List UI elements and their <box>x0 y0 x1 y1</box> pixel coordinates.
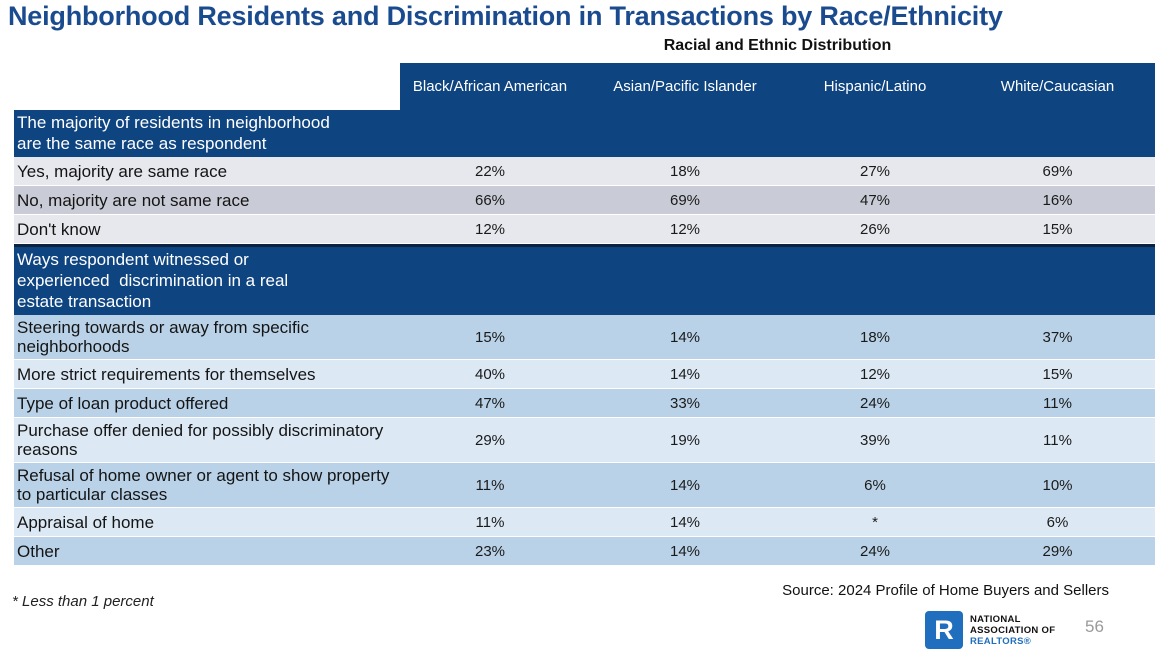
cell-value: 18% <box>669 162 701 180</box>
cell-value: 12% <box>669 220 701 238</box>
cell-value: 69% <box>1042 162 1073 180</box>
table-row <box>14 186 1155 215</box>
cell-value: 26% <box>859 220 891 238</box>
column-header: Hispanic/Latino <box>790 63 960 110</box>
cell-value: 14% <box>669 476 701 494</box>
cell-value: 6% <box>864 476 886 494</box>
cell-value: 24% <box>859 542 891 560</box>
cell-value: 14% <box>669 542 701 560</box>
nar-logo-line1: NATIONAL <box>970 613 1021 625</box>
cell-value: 11% <box>475 513 505 531</box>
cell-value: 33% <box>669 394 701 412</box>
cell-value: 15% <box>474 328 506 346</box>
row-label: Other <box>17 541 60 561</box>
cell-value: 11% <box>475 476 505 494</box>
row-label: Refusal of home owner or agent to show property to particular classes <box>17 466 390 504</box>
cell-value: 66% <box>474 191 506 209</box>
nar-logo <box>925 611 1055 649</box>
page-title: Neighborhood Residents and Discrimination in Transactions by Race/Ethnicity <box>8 1 1003 31</box>
nar-logo-text <box>970 614 1055 647</box>
cell-value: 11% <box>1043 431 1072 449</box>
cell-value: 15% <box>1042 365 1073 383</box>
cell-value: 14% <box>669 365 701 383</box>
table-row <box>14 360 1155 389</box>
column-header: Asian/Pacific Islander <box>580 63 790 110</box>
table-row <box>14 463 1155 508</box>
column-header-row <box>14 63 1155 110</box>
cell-value: 14% <box>669 328 701 346</box>
table-row <box>14 157 1155 186</box>
cell-value: 15% <box>1042 220 1073 238</box>
cell-value: 29% <box>1042 542 1073 560</box>
page-number: 56 <box>1085 617 1104 636</box>
row-label: More strict requirements for themselves <box>17 364 316 384</box>
footnote: * Less than 1 percent <box>12 593 154 610</box>
source-text: Source: 2024 Profile of Home Buyers and Sellers <box>782 582 1109 599</box>
row-label: Type of loan product offered <box>17 393 229 413</box>
cell-value: 69% <box>669 191 701 209</box>
nar-logo-icon: R <box>925 611 963 649</box>
cell-value: 24% <box>859 394 891 412</box>
cell-value: 39% <box>859 431 891 449</box>
cell-value: 19% <box>669 431 701 449</box>
cell-value: 29% <box>474 431 506 449</box>
cell-value: 40% <box>474 365 506 383</box>
row-label: No, majority are not same race <box>17 190 250 210</box>
cell-value: 12% <box>474 220 506 238</box>
cell-value: 16% <box>1042 191 1073 209</box>
table-row <box>14 418 1155 463</box>
column-header: White/Caucasian <box>960 63 1155 110</box>
cell-value: 47% <box>859 191 891 209</box>
nar-logo-line2: ASSOCIATION OF <box>970 624 1056 636</box>
cell-value: 47% <box>474 394 506 412</box>
table-body <box>14 110 1155 566</box>
cell-value: 12% <box>859 365 891 383</box>
row-label: Purchase offer denied for possibly discriminatory reasons <box>17 421 384 459</box>
cell-value: * <box>872 513 878 531</box>
cell-value: 10% <box>1042 476 1073 494</box>
column-header: Black/African American <box>400 63 580 110</box>
table-row <box>14 508 1155 537</box>
nar-logo-line3: REALTORS® <box>970 635 1032 647</box>
cell-value: 14% <box>669 513 701 531</box>
column-header-spacer <box>14 63 400 110</box>
cell-value: 27% <box>859 162 891 180</box>
section-header-row: Ways respondent witnessed or experienced discrimination in a real estate transaction <box>14 244 1155 315</box>
cell-value: 6% <box>1046 513 1069 531</box>
cell-value: 22% <box>474 162 506 180</box>
table-row <box>14 389 1155 418</box>
row-label: Don't know <box>17 219 101 239</box>
cell-value: 37% <box>1042 328 1073 346</box>
row-label: Appraisal of home <box>17 512 155 532</box>
cell-value: 11% <box>1043 394 1072 412</box>
table-row <box>14 315 1155 360</box>
table-row <box>14 215 1155 244</box>
cell-value: 18% <box>859 328 891 346</box>
table-row <box>14 537 1155 566</box>
row-label: Steering towards or away from specific neighborhoods <box>17 318 309 356</box>
table-subtitle: Racial and Ethnic Distribution <box>663 37 892 54</box>
row-label: Yes, majority are same race <box>17 161 228 181</box>
section-header-row: The majority of residents in neighborhood are the same race as respondent <box>14 110 1155 157</box>
data-table <box>14 63 1155 566</box>
cell-value: 23% <box>474 542 506 560</box>
